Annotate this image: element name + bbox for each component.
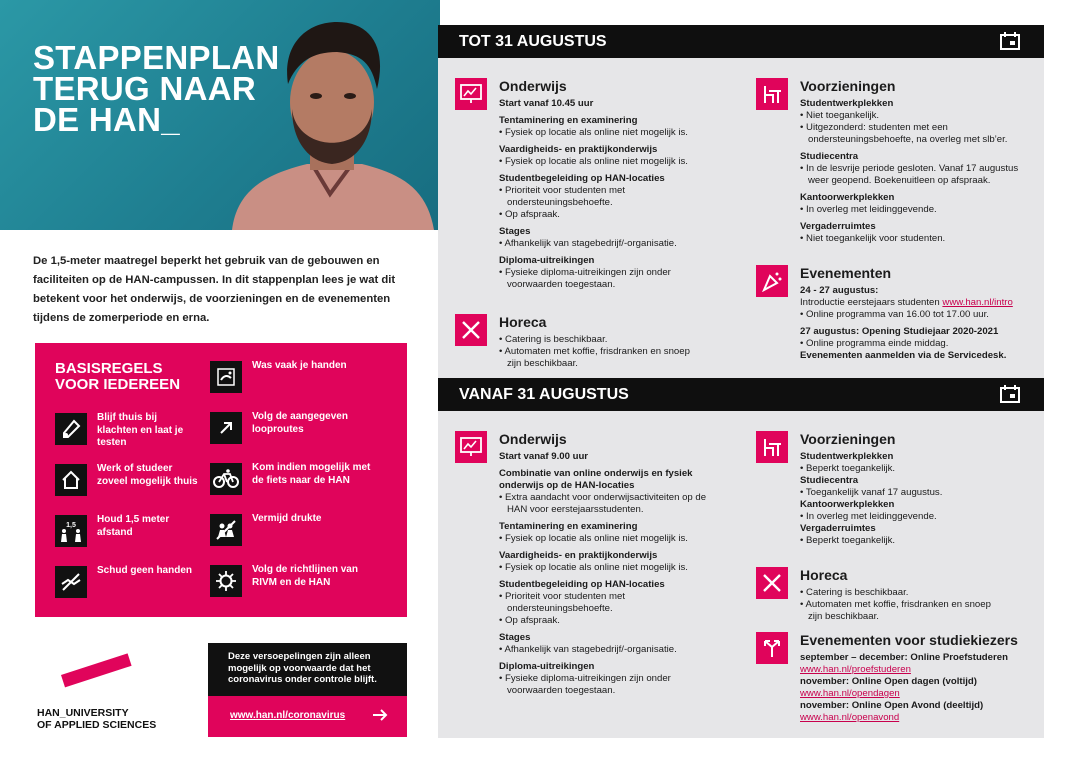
subheading: Vaardigheids- en praktijkonderwijs (499, 550, 658, 561)
heading: Evenementen (800, 265, 892, 281)
event-heading: november: Online Open Avond (deeltijd) (800, 700, 984, 711)
bullet: • Automaten met koffie, frisdranken en snoep zijn beschikbaar. (499, 346, 690, 369)
section-bar-tot (438, 25, 1044, 58)
heading: Onderwijs (499, 431, 567, 447)
proefstuderen-link[interactable]: www.han.nl/proefstuderen (800, 664, 911, 675)
bullet: • Fysiek op locatie als online niet mogelijk is. (499, 127, 688, 138)
bullet: • Catering is beschikbaar. (800, 587, 909, 598)
bullet: • Online programma van 16.00 tot 17.00 uur. (800, 309, 989, 320)
bullet: • Niet toegankelijk. (800, 110, 880, 121)
bullet: • Beperkt toegankelijk. (800, 463, 896, 474)
bullet: • Prioriteit voor studenten met ondersteuningsbehoefte. (499, 591, 626, 614)
virus-icon (210, 565, 242, 597)
rule-text: Kom indien mogelijk met de fiets naar de HAN (252, 462, 371, 486)
bullet: • Automaten met koffie, frisdranken en snoep zijn beschikbaar. (800, 599, 991, 622)
rule-item (55, 413, 183, 450)
heading: Voorzieningen (800, 431, 896, 447)
heading: Evenementen voor studiekiezers (800, 632, 1018, 648)
bullet: • Fysieke diploma-uitreikingen zijn onder voorwaarden toegestaan. (499, 267, 671, 290)
event-line (800, 297, 1045, 309)
bullet: • In overleg met leidinggevende. (800, 511, 937, 522)
thermometer-icon (55, 413, 87, 445)
bullet: • Uitgezonderd: studenten met een ondersteuningsbehoefte, na overleg met slb’er. (800, 122, 1008, 145)
event-heading: november: Online Open dagen (voltijd) (800, 676, 977, 687)
conditions-note: Deze versoepelingen zijn alleen mogelijk op voorwaarde dat het coronavirus onder controle blijft. (208, 643, 407, 696)
student-portrait-image (212, 14, 440, 230)
bullet: • Online programma einde middag. (800, 338, 949, 349)
heading: Voorzieningen (800, 78, 896, 94)
rule-text: Werk of studeer zoveel mogelijk thuis (97, 463, 198, 487)
subheading: Kantoorwerkplekken (800, 192, 895, 203)
bullet: • Toegankelijk vanaf 17 augustus. (800, 487, 943, 498)
section-bar-vanaf (438, 378, 1044, 411)
bicycle-icon (210, 463, 242, 495)
no-handshake-icon (55, 566, 87, 598)
subheading: Vergaderruimtes (800, 221, 876, 232)
subheading: Studiecentra (800, 475, 859, 486)
bullet: • Op afspraak. (499, 615, 560, 626)
event-text: Introductie eerstejaars studenten (800, 297, 943, 308)
rule-text: Blijf thuis bij klachten en laat je testen (97, 412, 184, 448)
bullet: • Fysieke diploma-uitreikingen zijn onder voorwaarden toegestaan. (499, 673, 671, 696)
subheading: Diploma-uitreikingen (499, 255, 595, 266)
calendar-icon (1000, 385, 1020, 403)
event-heading: september – december: Online Proefstuderen (800, 652, 1008, 663)
cutlery-icon (756, 567, 788, 599)
rule-item (210, 412, 348, 444)
rules-title: BASISREGELS VOOR IEDEREEN (55, 360, 181, 393)
bullet: • Prioriteit voor studenten met ondersteuningsbehoefte. (499, 185, 626, 208)
cutlery-icon (455, 314, 487, 346)
wash-hands-icon (210, 361, 242, 393)
subheading: Tentaminering en examinering (499, 115, 638, 126)
bullet: • Catering is beschikbaar. (499, 334, 608, 345)
rule-item (55, 464, 198, 496)
subheading: Studentwerkplekken (800, 451, 894, 462)
distance-label: 1,5 (66, 522, 76, 529)
presentation-icon (455, 431, 487, 463)
subheading: Studentbegeleiding op HAN-locaties (499, 579, 665, 590)
page-title: STAPPENPLAN TERUG NAAR DE HAN_ (33, 39, 280, 138)
subheading: Kantoorwerkplekken (800, 499, 895, 510)
coronavirus-link[interactable]: www.han.nl/coronavirus (208, 696, 407, 737)
heading: Onderwijs (499, 78, 567, 94)
info-panel (438, 25, 1044, 738)
bullet: • Fysiek op locatie als online niet mogelijk is. (499, 533, 688, 544)
intro-link[interactable]: www.han.nl/intro (942, 297, 1013, 308)
rule-item (55, 566, 192, 598)
rule-text: Houd 1,5 meter afstand (97, 514, 170, 538)
date-heading: 27 augustus: Opening Studiejaar 2020-2021 (800, 326, 999, 337)
bullet: • Fysiek op locatie als online niet mogelijk is. (499, 562, 688, 573)
bullet: • Beperkt toegankelijk. (800, 535, 896, 546)
opendagen-link[interactable]: www.han.nl/opendagen (800, 688, 900, 699)
openavond-link[interactable]: www.han.nl/openavond (800, 712, 900, 723)
calendar-icon (1000, 32, 1020, 50)
signpost-icon (756, 632, 788, 664)
han-logo-text: HAN_UNIVERSITY OF APPLIED SCIENCES (37, 707, 157, 731)
section-title: VANAF 31 AUGUSTUS (459, 386, 629, 403)
subheading: Vergaderruimtes (800, 523, 876, 534)
rule-item (210, 565, 358, 597)
hero-banner (0, 0, 440, 230)
subheading: Diploma-uitreikingen (499, 661, 595, 672)
bullet: • In de lesvrije periode gesloten. Vanaf 17 augustus weer geopend. Boekenuitleen op afspraak. (800, 163, 1019, 186)
subheading: Studiecentra (800, 151, 859, 162)
subheading: Stages (499, 632, 531, 643)
bullet: • Op afspraak. (499, 209, 560, 220)
subheading: Stages (499, 226, 531, 237)
rule-item (55, 515, 169, 547)
house-icon (55, 464, 87, 496)
section-title: TOT 31 AUGUSTUS (459, 33, 607, 50)
rule-item (210, 514, 321, 546)
rule-text: Volg de aangegeven looproutes (252, 411, 348, 435)
desk-chair-icon (756, 78, 788, 110)
rule-item (210, 361, 347, 393)
start-time: Start vanaf 10.45 uur (499, 98, 594, 109)
heading: Horeca (800, 567, 848, 583)
subheading: Tentaminering en examinering (499, 521, 638, 532)
desk-chair-icon (756, 431, 788, 463)
bullet: • Fysiek op locatie als online niet mogelijk is. (499, 156, 688, 167)
basic-rules-box (35, 343, 407, 617)
rule-text: Was vaak je handen (252, 360, 347, 371)
date-heading: 24 - 27 augustus: (800, 285, 879, 296)
bullet: • In overleg met leidinggevende. (800, 204, 937, 215)
start-time: Start vanaf 9.00 uur (499, 451, 589, 462)
rule-text: Volg de richtlijnen van RIVM en de HAN (252, 564, 358, 588)
intro-text: De 1,5-meter maatregel beperkt het gebruik van de gebouwen en faciliteiten op de HAN-campussen. In dit stappenplan lees je wat dit betekent voor het onderwijs, de voorzieningen en de evenementen tijdens de zomerperiode en erna. (33, 255, 396, 324)
rule-text: Vermijd drukte (252, 513, 322, 524)
servicedesk-note: Evenementen aanmelden via de Servicedesk. (800, 350, 1007, 361)
arrow-route-icon (210, 412, 242, 444)
rule-item (210, 463, 370, 495)
bullet: • Afhankelijk van stagebedrijf/-organisatie. (499, 238, 677, 249)
party-icon (756, 265, 788, 297)
rule-text: Schud geen handen (97, 565, 193, 576)
arrow-right-icon[interactable] (371, 706, 389, 724)
bullet: • Extra aandacht voor onderwijsactiviteiten op de HAN voor eerstejaarsstudenten. (499, 492, 707, 515)
han-logo-mark (61, 653, 132, 687)
bullet: • Afhankelijk van stagebedrijf/-organisatie. (499, 644, 677, 655)
presentation-icon (455, 78, 487, 110)
distance-icon (55, 515, 87, 547)
bullet: • Niet toegankelijk voor studenten. (800, 233, 946, 244)
heading: Horeca (499, 314, 547, 330)
subheading: Vaardigheids- en praktijkonderwijs (499, 144, 658, 155)
no-crowd-icon (210, 514, 242, 546)
subheading: Studentbegeleiding op HAN-locaties (499, 173, 665, 184)
subheading: Studentwerkplekken (800, 98, 894, 109)
subheading: Combinatie van online onderwijs en fysiek onderwijs op de HAN-locaties (499, 468, 693, 491)
